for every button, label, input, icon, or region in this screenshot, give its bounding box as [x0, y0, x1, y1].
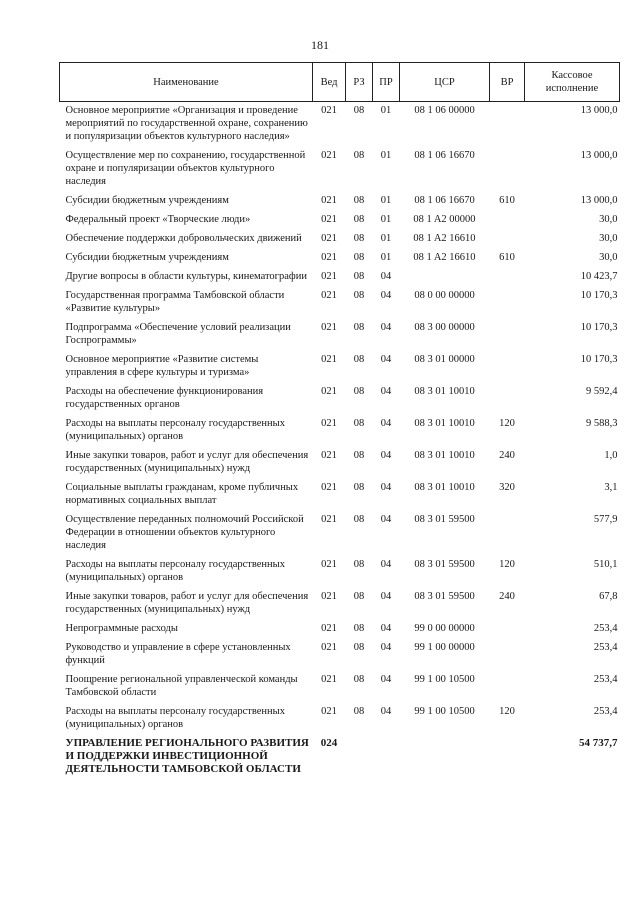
- row-csr: 99 0 00 00000: [414, 623, 475, 634]
- row-csr: 08 1 06 16670: [414, 195, 475, 206]
- header-rz: РЗ: [346, 63, 373, 102]
- row-name: Поощрение региональной управленческой команды Тамбовской области: [65, 674, 298, 698]
- table-row: [60, 211, 620, 230]
- row-vr: 120: [499, 706, 515, 717]
- row-pr: 04: [380, 591, 392, 602]
- row-name: Иные закупки товаров, работ и услуг для обеспечения государственных (муниципальных) нужд: [65, 591, 309, 615]
- row-ved: 021: [321, 105, 337, 116]
- row-csr: 08 3 01 00000: [414, 354, 475, 365]
- table-row: [60, 319, 620, 351]
- row-rz: 08: [353, 386, 365, 397]
- row-amount: 30,0: [599, 214, 618, 225]
- row-rz: 08: [353, 482, 365, 493]
- row-csr: 99 1 00 00000: [414, 642, 475, 653]
- row-rz: 08: [353, 591, 365, 602]
- header-ved: Вед: [313, 63, 346, 102]
- row-amount: 30,0: [599, 233, 618, 244]
- row-name: Субсидии бюджетным учреждениям: [65, 195, 229, 206]
- row-vr: 320: [499, 482, 515, 493]
- row-vr: 240: [499, 591, 515, 602]
- row-amount: 13 000,0: [580, 105, 618, 116]
- row-vr: 240: [499, 450, 515, 461]
- row-csr: 08 1 06 16670: [414, 150, 475, 161]
- table-row: [60, 102, 620, 148]
- table-row: [60, 287, 620, 319]
- row-csr: 08 3 01 10010: [414, 418, 475, 429]
- table-row: [60, 447, 620, 479]
- row-name: Федеральный проект «Творческие люди»: [65, 214, 251, 225]
- row-pr: [373, 735, 400, 780]
- row-rz: 08: [353, 214, 365, 225]
- row-name: Основное мероприятие «Развитие системы управления в сфере культуры и туризма»: [65, 354, 259, 378]
- row-ved: 021: [321, 674, 337, 685]
- row-name: Расходы на обеспечение функционирования государственных органов: [65, 386, 264, 410]
- row-pr: 01: [380, 105, 392, 116]
- table-row: [60, 192, 620, 211]
- row-rz: 08: [353, 418, 365, 429]
- row-name: УПРАВЛЕНИЕ РЕГИОНАЛЬНОГО РАЗВИТИЯ И ПОДДЕРЖКИ ИНВЕСТИЦИОННОЙ ДЕЯТЕЛЬНОСТИ ТАМБОВСКОЙ ОБЛАСТИ: [65, 737, 309, 775]
- header-csr: ЦСР: [400, 63, 490, 102]
- row-amount: 10 170,3: [580, 354, 618, 365]
- row-pr: 01: [380, 233, 392, 244]
- row-csr: 08 1 A2 16610: [413, 233, 476, 244]
- row-name: Основное мероприятие «Организация и проведение мероприятий по государственной охране, сохранению и популяризации объектов культурного наследия»: [65, 105, 308, 142]
- row-amount: 54 737,7: [579, 737, 618, 749]
- row-rz: [346, 735, 373, 780]
- row-pr: 01: [380, 150, 392, 161]
- row-rz: 08: [353, 252, 365, 263]
- row-ved: 021: [321, 623, 337, 634]
- row-rz: 08: [353, 354, 365, 365]
- row-amount: 3,1: [604, 482, 618, 493]
- row-name: Другие вопросы в области культуры, кинематографии: [65, 271, 307, 282]
- row-amount: 577,9: [593, 514, 618, 525]
- row-rz: 08: [353, 195, 365, 206]
- row-ved: 021: [321, 322, 337, 333]
- row-amount: 253,4: [593, 642, 618, 653]
- row-amount: 253,4: [593, 623, 618, 634]
- row-ved: 021: [321, 514, 337, 525]
- row-pr: 04: [380, 642, 392, 653]
- row-rz: 08: [353, 642, 365, 653]
- header-name: Наименование: [60, 63, 313, 102]
- row-rz: 08: [353, 150, 365, 161]
- row-name: Расходы на выплаты персоналу государственных (муниципальных) органов: [65, 559, 285, 583]
- table-row: [60, 415, 620, 447]
- row-amount: 10 170,3: [580, 290, 618, 301]
- table-row: [60, 147, 620, 192]
- row-name: Осуществление мер по сохранению, государственной охране и популяризации объектов культурного наследия: [65, 150, 306, 187]
- row-rz: 08: [353, 623, 365, 634]
- row-pr: 04: [380, 322, 392, 333]
- row-name: Расходы на выплаты персоналу государственных (муниципальных) органов: [65, 418, 285, 442]
- row-ved: 021: [321, 252, 337, 263]
- row-rz: 08: [353, 706, 365, 717]
- row-ved: 021: [321, 214, 337, 225]
- row-csr: 08 1 A2 16610: [413, 252, 476, 263]
- table-row: [60, 620, 620, 639]
- row-vr: [490, 639, 525, 671]
- row-pr: 04: [380, 418, 392, 429]
- table-row: [60, 671, 620, 703]
- row-name: Непрограммные расходы: [65, 623, 178, 634]
- row-vr: 120: [499, 559, 515, 570]
- row-vr: [490, 268, 525, 287]
- row-rz: 08: [353, 450, 365, 461]
- row-pr: 01: [380, 195, 392, 206]
- row-amount: 13 000,0: [580, 195, 618, 206]
- row-name: Государственная программа Тамбовской области «Развитие культуры»: [65, 290, 285, 314]
- row-ved: 021: [321, 290, 337, 301]
- row-rz: 08: [353, 322, 365, 333]
- budget-table: [59, 62, 620, 780]
- row-amount: 510,1: [593, 559, 618, 570]
- row-ved: 021: [321, 450, 337, 461]
- table-row: [60, 639, 620, 671]
- row-ved: 021: [321, 195, 337, 206]
- row-csr: 08 3 01 10010: [414, 450, 475, 461]
- row-csr: 99 1 00 10500: [414, 706, 475, 717]
- table-row: [60, 556, 620, 588]
- row-vr: 610: [499, 252, 515, 263]
- row-name: Расходы на выплаты персоналу государственных (муниципальных) органов: [65, 706, 285, 730]
- table-row: [60, 703, 620, 735]
- row-pr: 04: [380, 623, 392, 634]
- row-pr: 04: [380, 482, 392, 493]
- row-rz: 08: [353, 559, 365, 570]
- table-row: [60, 588, 620, 620]
- row-ved: 021: [321, 271, 337, 282]
- row-vr: [490, 620, 525, 639]
- row-pr: 04: [380, 271, 392, 282]
- row-csr: 08 3 01 10010: [414, 386, 475, 397]
- row-name: Обеспечение поддержки добровольческих движений: [65, 233, 302, 244]
- row-vr: [490, 287, 525, 319]
- row-amount: 30,0: [599, 252, 618, 263]
- row-amount: 10 423,7: [580, 271, 618, 282]
- row-name: Осуществление переданных полномочий Российской Федерации в отношении объектов культурного наследия: [65, 514, 304, 551]
- row-vr: [490, 211, 525, 230]
- row-vr: 120: [499, 418, 515, 429]
- row-rz: 08: [353, 290, 365, 301]
- row-pr: 01: [380, 214, 392, 225]
- row-csr: 08 3 01 10010: [414, 482, 475, 493]
- row-rz: 08: [353, 105, 365, 116]
- row-ved: 021: [321, 386, 337, 397]
- row-vr: [490, 319, 525, 351]
- row-vr: [490, 351, 525, 383]
- table-row: [60, 351, 620, 383]
- row-amount: 67,8: [599, 591, 618, 602]
- header-vr: ВР: [490, 63, 525, 102]
- row-csr: 08 1 A2 00000: [413, 214, 476, 225]
- row-pr: 04: [380, 674, 392, 685]
- row-name: Иные закупки товаров, работ и услуг для обеспечения государственных (муниципальных) нужд: [65, 450, 309, 474]
- table-header-row: [60, 63, 620, 102]
- row-amount: 9 592,4: [586, 386, 618, 397]
- table-row: [60, 479, 620, 511]
- row-csr: 99 1 00 10500: [414, 674, 475, 685]
- row-csr: [400, 268, 490, 287]
- row-csr: 08 3 01 59500: [414, 514, 475, 525]
- row-pr: 01: [380, 252, 392, 263]
- row-ved: 021: [321, 642, 337, 653]
- row-name: Субсидии бюджетным учреждениям: [65, 252, 229, 263]
- row-pr: 04: [380, 706, 392, 717]
- row-pr: 04: [380, 386, 392, 397]
- row-ved: 021: [321, 482, 337, 493]
- row-rz: 08: [353, 271, 365, 282]
- row-vr: [490, 102, 525, 148]
- row-ved: 021: [321, 354, 337, 365]
- row-vr: [490, 230, 525, 249]
- header-amount: Кассовое исполнение: [525, 63, 620, 102]
- row-name: Социальные выплаты гражданам, кроме публичных нормативных социальных выплат: [65, 482, 299, 506]
- row-amount: 253,4: [593, 706, 618, 717]
- row-ved: 021: [321, 418, 337, 429]
- row-vr: 610: [499, 195, 515, 206]
- row-ved: 021: [321, 150, 337, 161]
- row-amount: 253,4: [593, 674, 618, 685]
- row-csr: 08 3 01 59500: [414, 591, 475, 602]
- row-ved: 021: [321, 706, 337, 717]
- row-pr: 04: [380, 514, 392, 525]
- row-pr: 04: [380, 290, 392, 301]
- row-csr: 08 3 01 59500: [414, 559, 475, 570]
- header-pr: ПР: [373, 63, 400, 102]
- row-csr: [400, 735, 490, 780]
- row-csr: 08 0 00 00000: [414, 290, 475, 301]
- row-csr: 08 1 06 00000: [414, 105, 475, 116]
- table-row: [60, 735, 620, 780]
- table-row: [60, 383, 620, 415]
- row-name: Подпрограмма «Обеспечение условий реализации Госпрограммы»: [65, 322, 291, 346]
- row-amount: 9 588,3: [586, 418, 618, 429]
- row-ved: 021: [321, 559, 337, 570]
- row-csr: 08 3 00 00000: [414, 322, 475, 333]
- row-amount: 10 170,3: [580, 322, 618, 333]
- row-vr: [490, 511, 525, 556]
- row-pr: 04: [380, 354, 392, 365]
- row-rz: 08: [353, 514, 365, 525]
- table-row: [60, 249, 620, 268]
- row-ved: 021: [321, 591, 337, 602]
- row-pr: 04: [380, 559, 392, 570]
- row-ved: 024: [320, 737, 338, 749]
- row-rz: 08: [353, 674, 365, 685]
- row-ved: 021: [321, 233, 337, 244]
- table-row: [60, 268, 620, 287]
- row-vr: [490, 735, 525, 780]
- page-number: 181: [311, 38, 329, 52]
- row-vr: [490, 671, 525, 703]
- row-name: Руководство и управление в сфере установленных функций: [65, 642, 291, 666]
- row-amount: 13 000,0: [580, 150, 618, 161]
- table-row: [60, 230, 620, 249]
- row-vr: [490, 383, 525, 415]
- row-rz: 08: [353, 233, 365, 244]
- table-row: [60, 511, 620, 556]
- row-vr: [490, 147, 525, 192]
- row-amount: 1,0: [604, 450, 618, 461]
- row-pr: 04: [380, 450, 392, 461]
